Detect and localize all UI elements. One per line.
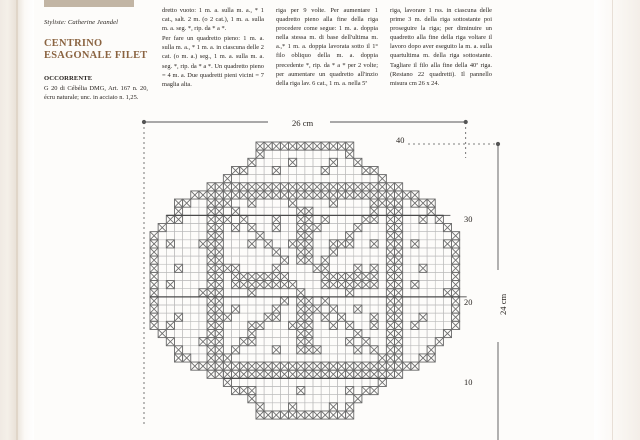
page-title [44, 38, 148, 62]
chart-grid [150, 142, 460, 419]
row-label-40: 40 [396, 136, 405, 145]
materials-text: G 20 di Cébélia DMG, Art. 167 n. 20, écru naturale; unc. in acciaio n. 1,25. [44, 85, 148, 102]
height-dimension-label: 24 cm [498, 293, 508, 315]
filet-crochet-chart [0, 110, 640, 440]
page-title-line2: ESAGONALE FILET [44, 50, 148, 62]
column2-paragraph-1: dretto vuoto: 1 m. a. sulla m. a., * 1 cat., salt. 2 m. (o 2 cat.), 1 m. a. sulla m. a. seg. *, rip. da * a *. [162, 7, 264, 33]
row-label-20: 20 [464, 298, 473, 307]
article-text-block [44, 6, 600, 110]
page-title-line1: CENTRINO [44, 38, 103, 50]
materials-heading: OCCORRENTE [44, 75, 93, 83]
row-label-30: 30 [464, 215, 473, 224]
column4-paragraph: riga, lavorare 1 rss. in ciascuna delle prime 3 m. della riga sottostante poi proseguire la riga; per diminuire un quadretto alla fine della riga voltare il lavoro dopo aver eseguito la m. a. sulla quartultima m. della riga sottostante. Tagliare il filo alla fine della 40ª riga. (Restano 22 quadretti). Il pannello misura cm 26 x 24. [390, 7, 492, 87]
width-dimension-label: 26 cm [292, 118, 314, 128]
text-column-4 [390, 6, 492, 88]
row-label-10: 10 [464, 378, 473, 387]
column2-paragraph-2: Per fare un quadretto pieno: 1 m. a. sulla m. a., * 1 m. a. in ciascuna delle 2 cat. (o m. a.) seg., 1 m. a. sulla m. a. seg. *, rip. da * a *. Un quadretto pieno = 4 m. a. Due quadretti pieni vicini = 7 maglia alta. [162, 35, 264, 88]
stylist-credit: Styliste: Catherine Jeandel [44, 19, 119, 26]
text-column-1 [44, 6, 148, 102]
text-column-3 [276, 6, 378, 88]
column3-paragraph: riga per 9 volte. Per aumentare 1 quadretto pieno alla fine della riga procedere come segue: 1 m. a. doppia nella stessa m. di base dell'ultima m. a.,* 1 m. a. doppia lavorata sotto il 1° filo obliquo della m. a. doppia precedente *, rip. da * a * per 2 volte; per aumentare un quadretto all'inzio della riga lav. 6 cat., 1 m. a. nella 5ª [276, 7, 378, 87]
text-column-2 [162, 6, 264, 89]
chart-canvas [0, 110, 640, 440]
